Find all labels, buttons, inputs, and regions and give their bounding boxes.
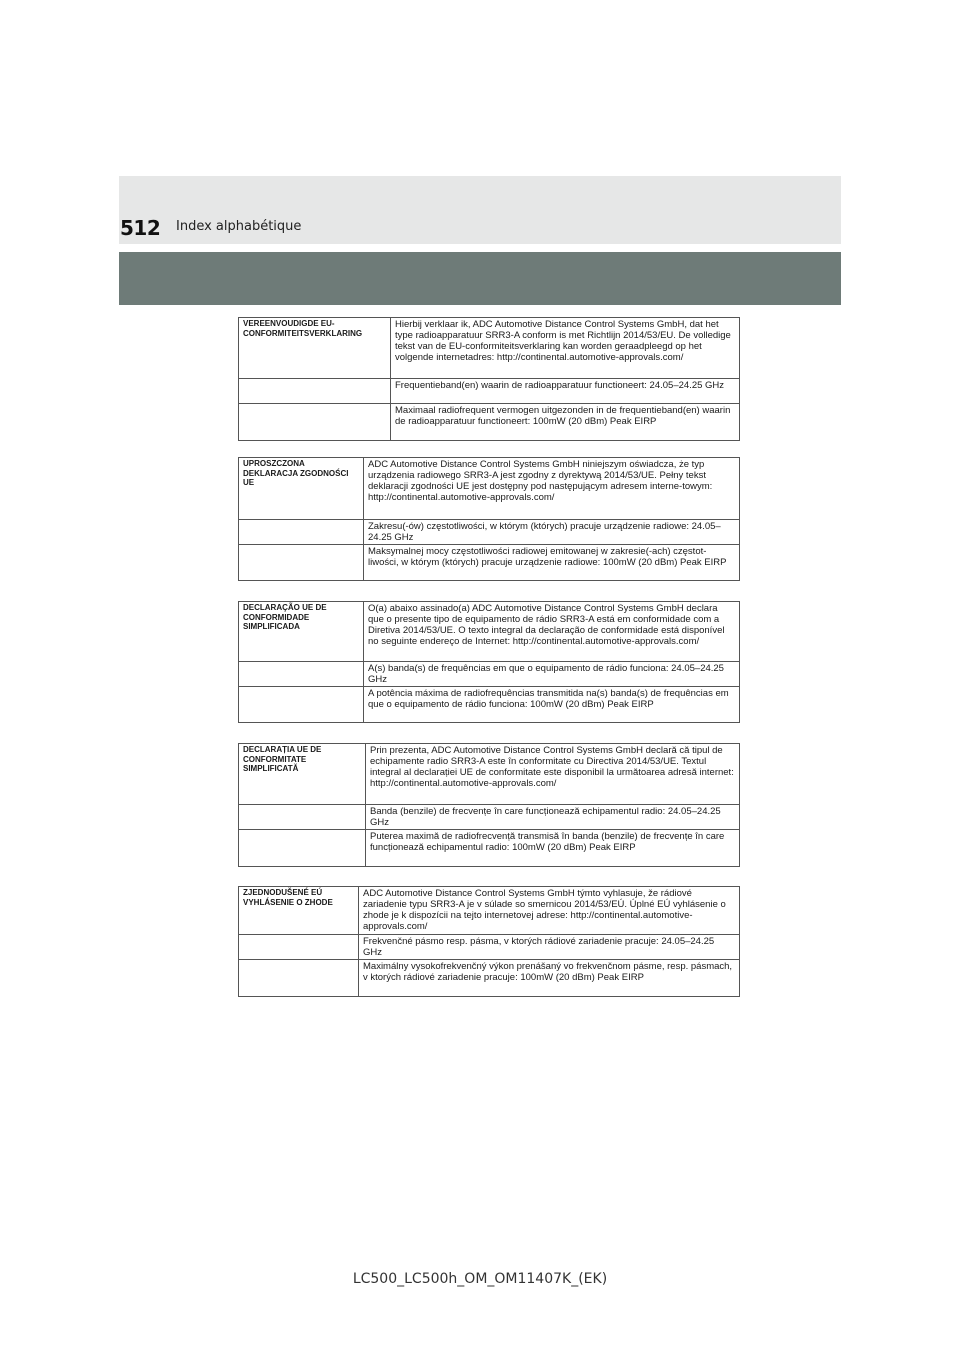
declaration-table-sk [238, 886, 740, 997]
empty-cell [239, 830, 366, 867]
declaration-table-ro [238, 743, 740, 867]
table-label: DECLARAȚIA UE DE CONFORMITATE SIMPLIFICATĂ [239, 744, 366, 805]
table-label: UPROSZCZONA DEKLARACJA ZGODNOŚCI UE [239, 458, 364, 520]
table-cell: Puterea maximă de radiofrecvență transmisă în banda (benzile) de frecvențe în care funcționează echipamentul radio: 100mW (20 dBm) Peak EIRP [366, 830, 740, 867]
empty-cell [239, 687, 364, 723]
title-bar [119, 252, 841, 305]
empty-cell [239, 520, 364, 545]
declaration-table-pt [238, 601, 740, 723]
empty-cell [239, 960, 359, 997]
table-cell: Prin prezenta, ADC Automotive Distance Control Systems GmbH declară că tipul de echipamente radio SRR3-A este în conformitate cu Directiva 2014/53/UE. Textul integral al declarației UE de conformitate este disponibil la următoarea adresă internet: http://continental.automotive-approvals.com/ [366, 744, 740, 805]
table-label: VEREENVOUDIGDE EU-CONFORMITEITSVERKLARING [239, 318, 391, 379]
table-cell: Hierbij verklaar ik, ADC Automotive Distance Control Systems GmbH, dat het type radioapparatuur SRR3-A conform is met Richtlijn 2014/53/EU. De volledige tekst van de EU-conformiteitsverklaring kan worden geraadpleegd op het volgende internetadres: http://continental.automotive-approvals.com/ [391, 318, 740, 379]
table-cell: Frekvenčné pásmo resp. pásma, v ktorých rádiové zariadenie pracuje: 24.05–24.25 GHz [359, 935, 740, 960]
page-number: 512 [120, 216, 161, 240]
document-code: LC500_LC500h_OM_OM11407K_(EK) [352, 1271, 608, 1287]
table-label: ZJEDNODUŠENÉ EÚ VYHLÁSENIE O ZHODE [239, 887, 359, 935]
empty-cell [239, 805, 366, 830]
table-cell: Maximálny vysokofrekvenčný výkon prenášaný vo frekvenčnom pásme, resp. pásmach, v ktorých rádiové zariadenie pracuje: 100mW (20 dBm) Peak EIRP [359, 960, 740, 997]
table-cell: Frequentieband(en) waarin de radioapparatuur functioneert: 24.05–24.25 GHz [391, 379, 740, 404]
table-cell: A(s) banda(s) de frequências em que o equipamento de rádio funciona: 24.05–24.25 GHz [364, 662, 740, 687]
empty-cell [239, 379, 391, 404]
empty-cell [239, 662, 364, 687]
table-cell: Zakresu(-ów) częstotliwości, w którym (których) pracuje urządzenie radiowe: 24.05–24.25 GHz [364, 520, 740, 545]
declaration-table-pl [238, 457, 740, 581]
table-cell: O(a) abaixo assinado(a) ADC Automotive Distance Control Systems GmbH declara que o presente tipo de equipamento de rádio SRR3-A está em conformidade com a Diretiva 2014/53/UE. O texto integral da declaração de conformidade está disponível no seguinte endereço de Internet: http://continental.automotive-approvals.com/ [364, 602, 740, 662]
table-label: DECLARAÇÃO UE DE CONFORMIDADE SIMPLIFICADA [239, 602, 364, 662]
table-cell: A potência máxima de radiofrequências transmitida na(s) banda(s) de frequências em que o equipamento de rádio funciona: 100mW (20 dBm) Peak EIRP [364, 687, 740, 723]
empty-cell [239, 935, 359, 960]
empty-cell [239, 545, 364, 581]
section-title: Index alphabétique [176, 219, 302, 234]
table-cell: Maximaal radiofrequent vermogen uitgezonden in de frequentieband(en) waarin de radioapparatuur functioneert: 100mW (20 dBm) Peak EIRP [391, 404, 740, 441]
empty-cell [239, 404, 391, 441]
table-cell: ADC Automotive Distance Control Systems GmbH niniejszym oświadcza, że typ urządzenia radiowego SRR3-A jest zgodny z dyrektywą 2014/53/UE. Pełny tekst deklaracji zgodności UE jest dostępny pod następującym adresem interne-towym: http://continental.automotive-approvals.com/ [364, 458, 740, 520]
table-cell: Banda (benzile) de frecvențe în care funcționează echipamentul radio: 24.05–24.25 GHz [366, 805, 740, 830]
declaration-table-nl [238, 317, 740, 441]
table-cell: Maksymalnej mocy częstotliwości radiowej emitowanej w zakresie(-ach) częstot-liwości, w którym (których) pracuje urządzenie radiowe: 100mW (20 dBm) Peak EIRP [364, 545, 740, 581]
table-cell: ADC Automotive Distance Control Systems GmbH týmto vyhlasuje, že rádiové zariadenie typu SRR3-A je v súlade so smernicou 2014/53/EÚ. Úplné EÚ vyhlásenie o zhode je k dispozícii na tejto internetovej adrese: http://continental.automotive-approvals.com/ [359, 887, 740, 935]
